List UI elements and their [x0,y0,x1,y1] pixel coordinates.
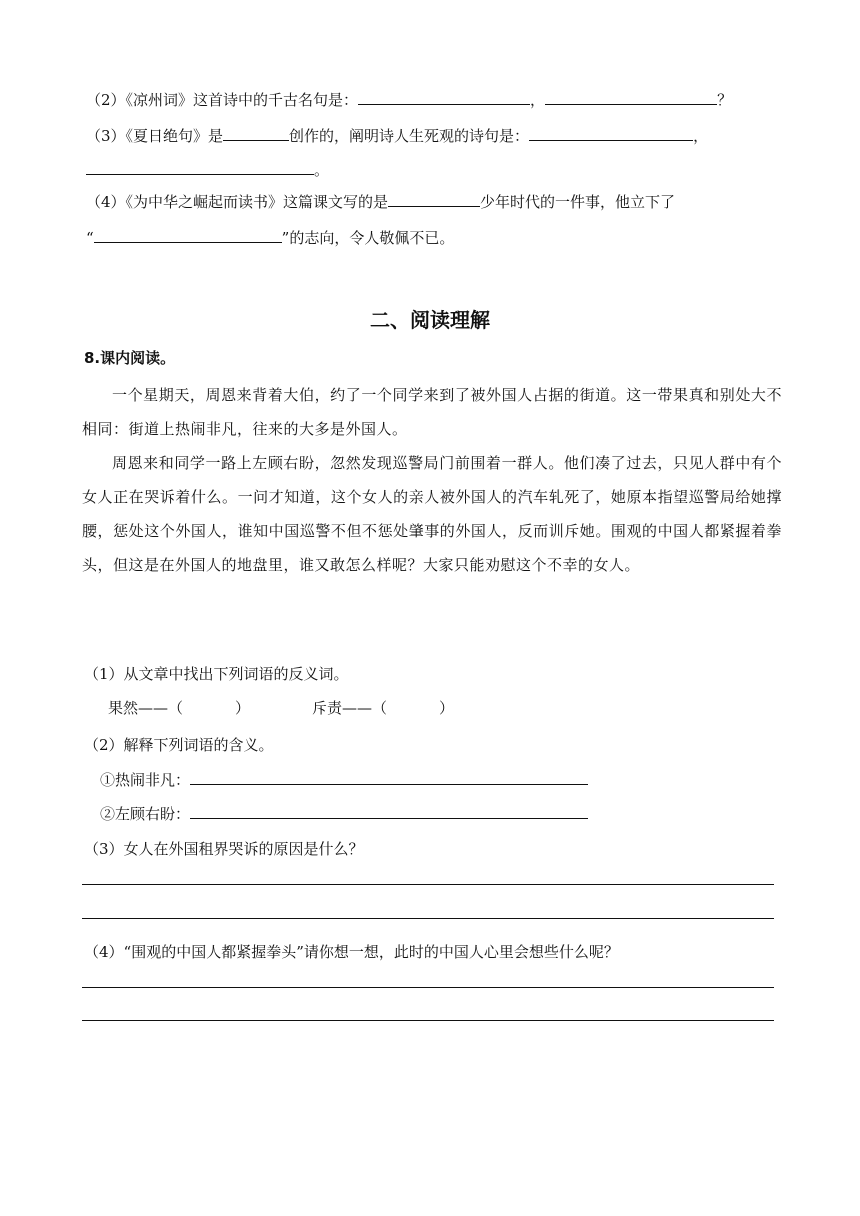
antonym-close-2: ） [439,699,455,717]
answer-line[interactable] [82,884,774,885]
answer-blank[interactable] [388,190,480,207]
fill-in-q3-prompt: （3）《夏日绝句》是 [86,127,224,145]
answer-blank[interactable] [529,124,693,141]
answer-blank[interactable] [86,158,314,175]
passage-paragraph: 一个星期天，周恩来背着大伯，约了一个同学来到了被外国人占据的街道。这一带果真和别处大不相同：街道上热闹非凡，往来的大多是外国人。 [82,386,782,438]
passage-paragraph: 周恩来和同学一路上左顾右盼，忽然发现巡警局门前围着一群人。他们凑了过去，只见人群中有个女人正在哭诉着什么。一问才知道，这个女人的亲人被外国人的汽车轧死了，她原本指望巡警局给她撑腰，惩处这个外国人，谁知中国巡警不但不惩处肇事的外国人，反而训斥她。围观的中国人都紧握着拳头，但这是在外国人的地盘里，谁又敢怎么样呢？大家只能劝慰这个不幸的女人。 [82,454,782,574]
answer-blank[interactable] [183,697,235,713]
question-2: （2）解释下列词语的含义。 [84,736,274,754]
antonym-word-2: 斥责——（ [312,699,388,717]
answer-blank[interactable] [223,124,289,141]
fill-in-q3-separator: ， [693,127,709,145]
fill-in-q2-prompt: （2）《凉州词》这首诗中的千古名句是： [86,91,359,109]
antonym-word-1: 果然——（ [108,699,184,717]
fill-in-q3-middle: 创作的，阐明诗人生死观的诗句是： [289,127,530,145]
question-3: （3）女人在外国租界哭诉的原因是什么？ [84,840,364,858]
fill-in-q4-prompt: （4）《为中华之崛起而读书》这篇课文写的是 [86,193,389,211]
answer-blank[interactable] [387,697,439,713]
fill-in-q3-end: 。 [314,161,330,179]
definition-term-2: ②左顾右盼： [100,805,191,823]
fill-in-question-4 [86,190,675,213]
antonym-row [108,697,454,719]
reading-passage [82,378,782,582]
antonym-close-1: ） [235,699,251,717]
fill-in-q4-after: ”的志向，令人敬佩不已。 [281,229,455,247]
definition-term-1: ①热闹非凡： [100,771,191,789]
answer-line[interactable] [82,918,774,919]
question-4: （4）“围观的中国人都紧握拳头”请你想一想，此时的中国人心里会想些什么呢？ [84,943,619,961]
fill-in-question-3-line-2 [86,158,329,181]
answer-blank[interactable] [545,88,717,105]
fill-in-question-4-line-2 [86,226,454,249]
definition-row-2 [100,802,588,825]
fill-in-q2-separator: ， [530,91,546,109]
fill-in-question-3 [86,124,708,147]
answer-blank[interactable] [190,802,588,819]
question-1: （1）从文章中找出下列词语的反义词。 [84,665,349,683]
answer-line[interactable] [82,987,774,988]
section-title: 二、阅读理解 [370,308,490,332]
fill-in-q4-open-quote: “ [86,229,94,247]
reading-heading: 8.课内阅读。 [84,349,176,367]
fill-in-q4-middle: 少年时代的一件事，他立下了 [480,193,676,211]
fill-in-q2-end: ？ [717,91,733,109]
fill-in-question-2 [86,88,732,111]
answer-line[interactable] [82,1020,774,1021]
answer-blank[interactable] [190,768,588,785]
answer-blank[interactable] [94,226,282,243]
answer-blank[interactable] [358,88,530,105]
definition-row-1 [100,768,588,791]
